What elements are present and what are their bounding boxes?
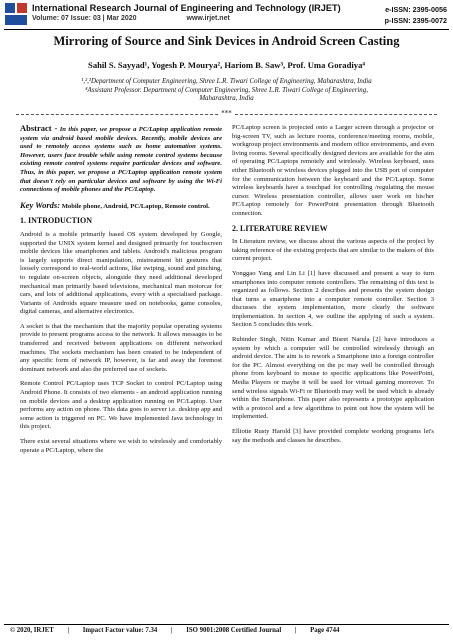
journal-header — [0, 0, 453, 30]
paragraph: Elliotte Rusty Harold [3] have provided complete working programs let's say the methods and classes he describes. — [232, 428, 434, 444]
journal-meta — [32, 15, 362, 22]
abstract-text: In this paper, we propose a PC/Laptop application remote system via android based mobile devices. Recently, mobile devices are used to remotely access systems such as home automation systems. However, users face trouble while using remote control systems because existing remote control systems require particular devices and software. Thus, in this paper, we propose a PC/Laptop application remote system that doesn't rely on particular devices and software by using the Wi-Fi connections of mobile phones and the PC/Laptop. — [20, 126, 222, 194]
footer-rule — [4, 624, 449, 625]
right-column — [232, 124, 434, 451]
affiliation-line: ¹,²,³Department of Computer Engineering, Shree L.R. Tiwari College of Engineering, Maharashtra, India — [81, 78, 372, 85]
journal-website[interactable]: www.irjet.net — [186, 15, 230, 22]
footer-separator: | — [67, 627, 69, 634]
paragraph: Rubinder Singh, Nitin Kumar and Bisret Narula [2] have introduces a system by which a computer will be controlled wirelessly through an android device. The aim is to rework a Smartphone into a foreign controller for the PC. Almost everything on the pc may well be controlled through phone from keyboard to mouse to specific applications like PowerPoint, Media Players or maybe it will be used for virtual gaming moreover. To send wireless signals Wi-Fi or Bluetooth may well be used which is already within the Smartphone. This paper also represents a prototype application with a protocol and a few algorithms to point out how the system will be implemented. — [232, 336, 434, 421]
abstract — [20, 124, 222, 195]
issn-block — [385, 4, 447, 26]
left-column — [20, 124, 222, 461]
footer-separator: | — [171, 627, 173, 634]
keywords-text: Mobile phone, Android, PC/Laptop, Remote control. — [60, 202, 210, 210]
abstract-label: Abstract - — [20, 123, 58, 133]
footer-page-number: Page 4744 — [310, 627, 340, 634]
affiliation-line: ⁴Assistant Professor. Department of Computer Engineering, Shree L.R. Tiwari College of Engineering, — [85, 86, 368, 94]
paragraph: There exist several situations where we wish to wirelessly and comfortably operate a PC/Laptop, where the — [20, 438, 222, 454]
footer-impact-factor: Impact Factor value: 7.34 — [82, 627, 158, 634]
pissn: p-ISSN: 2395-0072 — [384, 16, 447, 25]
section-divider — [16, 109, 437, 118]
irjet-logo-icon — [4, 2, 28, 26]
affiliation-line: Maharashtra, India — [199, 95, 254, 102]
header-rule — [4, 29, 449, 30]
section-heading-literature-review: 2. LITERATURE REVIEW — [232, 223, 328, 233]
volume-info: Volume: 07 Issue: 03 | Mar 2020 — [32, 15, 137, 22]
affiliations — [0, 78, 453, 104]
paragraph: Yonggao Yang and Lin Li [1] have discussed and present a way to turn smartphones into computer remote controllers. The remaining of this text is organized as follows. Section 2 describes and presents the system design that turns a smartphone into a computer remote controller. Section 3 discusses the system implementation, more clearly the software implementation. In section 4, we outline the applying of such a system. Section 5 concludes this work. — [232, 269, 434, 329]
author-list: Sahil S. Sayyad¹, Yogesh P. Mourya², Hariom B. Saw³, Prof. Uma Goradiya⁴ — [88, 60, 365, 70]
paragraph: PC/Laptop screen is projected onto a Larger screen through a projector or big-screen TV, such as lecture rooms, conference/meeting rooms, mobile, workgroup project environments and modern office environments, and even living rooms. Several specifically designed devices are available for the aim of operating PC/Laptops remotely and wirelessly. Wireless keyboard, uses either Bluetooth or wireless devices plugged into the USB port of computer for the communication between the keyboard and the PC/Laptop. Some wireless keyboards have a touchpad for controlling /regulating the mouse cursor. Wireless presentation controller, allows user work on his/her PC/Laptop remotely for PowerPoint presentation through Bluetooth connection. — [232, 124, 434, 217]
page-footer — [10, 627, 351, 634]
paper-title: Mirroring of Source and Sink Devices in Android Screen Casting — [53, 34, 400, 48]
paragraph: Remote Control PC/Laptop uses TCP Socket to control PC/Laptop using Android Phone. It consists of two elements - an android application running on mobile devices and a desktop application running on PC/Laptop. User performs any action on phone. This data goes to server i.e. desktop app and some action is triggered on PC. We have implemented Java technology in this project. — [20, 380, 222, 431]
section-heading-introduction: 1. INTRODUCTION — [20, 216, 93, 226]
footer-copyright: © 2020, IRJET — [10, 627, 54, 634]
divider-stars: *** — [221, 109, 232, 117]
journal-title: International Research Journal of Engineering and Technology (IRJET) — [32, 3, 341, 13]
footer-iso: ISO 9001:2008 Certified Journal — [186, 627, 282, 634]
paragraph: Android is a mobile primarily based OS system developed by Google, supported the UNIX system kernel and designed primarily for touchscreen mobile devices like smartphones and tablets. Android's malicious program is largely supports direct manipulation, mistreatment bit gestures that loosely correspond to real-world actions, like swiping, sound and pinching, to regulate on-screen objects, alongside they need additional developed mechanical man primarily based televisions, mechanical man motorcar for cars, and lots of additional applications, every with a specialised package. Variants of Androids square measure used on notebooks, game consoles, digital cameras, and alternative electronics. — [20, 230, 222, 316]
eissn: e-ISSN: 2395-0056 — [385, 5, 447, 14]
paragraph: A socket is that the mechanism that the majority popular operating systems provide to present programs access to the network. It allows messages to be transferred and received between applications on different networked machines. The sockets mechanism has been created to be independent of any specific form of network IP, however, is far and away the foremost dominant network and also the preferred use of sockets. — [20, 322, 222, 373]
paragraph: In Literature review, we discuss about the various aspects of the project by taking reference of the existing projects that are similar to the makers of this current project. — [232, 238, 434, 263]
keywords — [20, 201, 222, 212]
keywords-label: Key Words: — [20, 199, 61, 210]
footer-separator: | — [294, 627, 297, 634]
